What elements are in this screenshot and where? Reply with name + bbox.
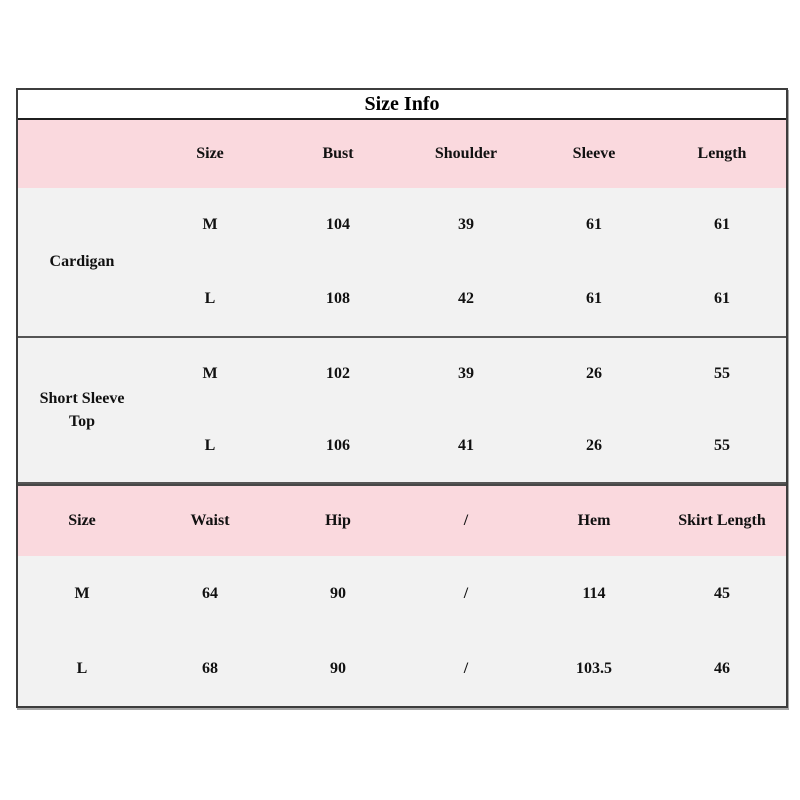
cardigan-m-sleeve: 61 — [586, 216, 602, 234]
cardigan-l-shoulder: 42 — [458, 290, 474, 308]
sst-l-sleeve: 26 — [586, 437, 602, 455]
garment-header-blank — [18, 120, 146, 188]
skirt-header-hip: Hip — [325, 512, 351, 530]
skirt-row-l — [18, 632, 786, 706]
cardigan-l-size: L — [204, 290, 216, 308]
skirt-row-m — [18, 556, 786, 632]
skirt-header-waist: Waist — [190, 512, 230, 530]
sst-m-sleeve: 26 — [586, 365, 602, 383]
cardigan-l-sleeve: 61 — [586, 290, 602, 308]
section-label-short-sleeve-top: Short Sleeve Top — [39, 389, 125, 430]
cardigan-m-bust: 104 — [326, 216, 350, 234]
skirt-m-waist: 64 — [202, 585, 218, 603]
size-info-table — [16, 88, 788, 708]
skirt-m-size: M — [74, 585, 90, 603]
cardigan-m-length: 61 — [714, 216, 730, 234]
skirt-m-skirt-length: 45 — [714, 585, 730, 603]
skirt-m-slash: / — [463, 585, 469, 603]
sst-l-size: L — [204, 437, 216, 455]
sst-m-shoulder: 39 — [458, 365, 474, 383]
skirt-l-hip: 90 — [330, 660, 346, 678]
section-cardigan — [18, 188, 786, 338]
section-label-cardigan: Cardigan — [49, 253, 115, 271]
garment-header-length: Length — [697, 145, 747, 163]
skirt-m-hem: 114 — [582, 585, 606, 603]
garment-header-bust: Bust — [322, 145, 354, 163]
cardigan-l-length: 61 — [714, 290, 730, 308]
garment-header-size: Size — [196, 145, 224, 163]
skirt-l-slash: / — [463, 660, 469, 678]
skirt-header-slash: / — [463, 512, 469, 530]
skirt-l-waist: 68 — [202, 660, 218, 678]
garment-header-shoulder: Shoulder — [434, 145, 498, 163]
sst-m-size: M — [202, 365, 218, 383]
table-title: Size Info — [18, 90, 786, 120]
garment-header-row — [18, 120, 786, 188]
sst-m-bust: 102 — [326, 365, 350, 383]
sst-m-length: 55 — [714, 365, 730, 383]
skirt-l-hem: 103.5 — [576, 660, 612, 678]
skirt-header-row — [18, 484, 786, 556]
sst-l-length: 55 — [714, 437, 730, 455]
sst-l-bust: 106 — [326, 437, 350, 455]
skirt-l-size: L — [76, 660, 88, 678]
cardigan-m-size: M — [202, 216, 218, 234]
section-short-sleeve-top — [18, 338, 786, 484]
skirt-header-skirt-length: Skirt Length — [678, 512, 766, 530]
skirt-header-hem: Hem — [577, 512, 611, 530]
garment-header-sleeve: Sleeve — [572, 145, 616, 163]
cardigan-l-bust: 108 — [326, 290, 350, 308]
sst-l-shoulder: 41 — [458, 437, 474, 455]
skirt-l-skirt-length: 46 — [714, 660, 730, 678]
cardigan-m-shoulder: 39 — [458, 216, 474, 234]
skirt-header-size: Size — [68, 512, 96, 530]
skirt-m-hip: 90 — [330, 585, 346, 603]
